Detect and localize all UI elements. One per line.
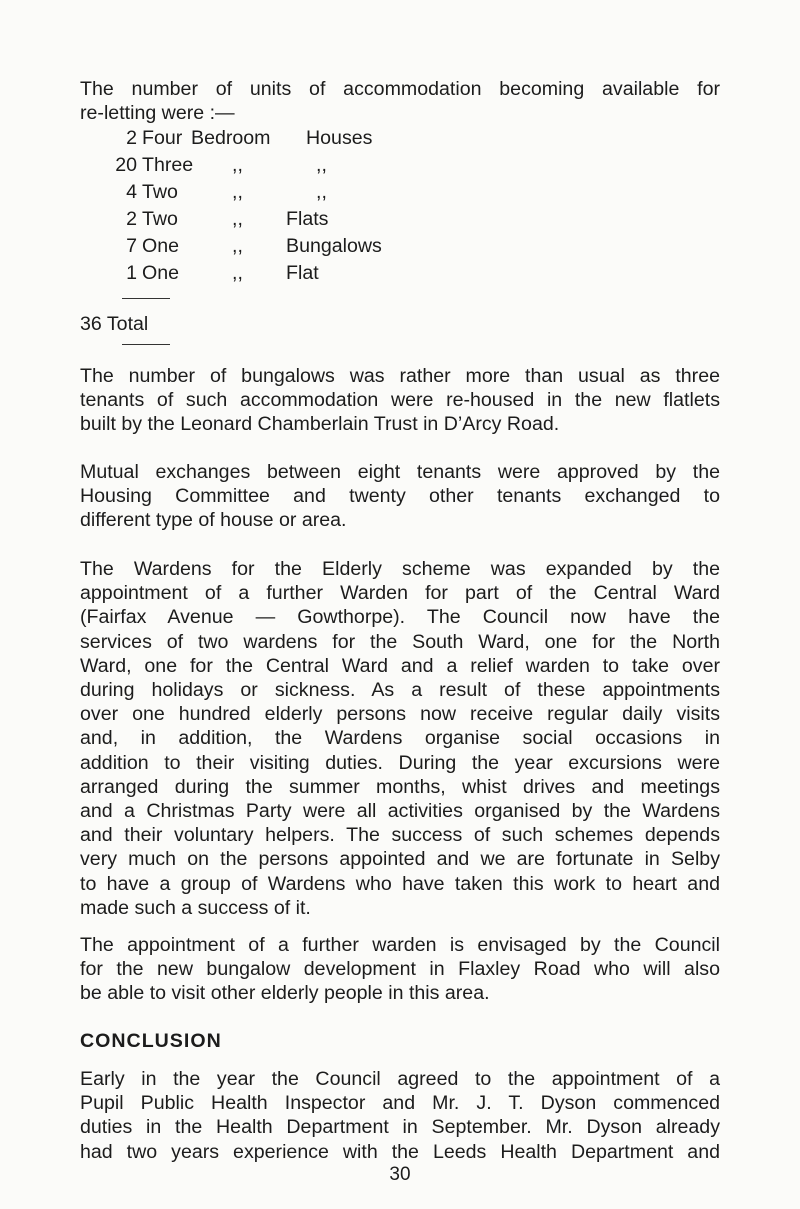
text-line: and, in addition, the Wardens organise social occasions in [80,727,720,750]
text-line: re-letting were :— [80,102,235,125]
text-line: The Wardens for the Elderly scheme was expanded by the [80,558,720,580]
bedroom-count: Three [142,154,194,176]
intro-paragraph [80,77,720,125]
section-heading: CONCLUSION [80,1030,222,1052]
text-line: to have a group of Wardens who have taken this work to heart and [80,872,720,895]
text-line: addition to their visiting duties. During the year excursions were [80,751,720,774]
text-line: be able to visit other elderly people in this area. [80,982,490,1005]
page-number: 30 [389,1164,411,1185]
text-line: (Fairfax Avenue — Gowthorpe). The Council now have the [80,606,720,629]
text-line: for the new bungalow development in Flaxley Road who will also [80,958,720,981]
text-line: appointment of a further Warden for part of the Central Ward [80,582,720,605]
dwelling-type: ,, [316,181,327,203]
text-line: during holidays or sickness. As a result of these appointments [80,679,720,702]
text-line: Ward, one for the Central Ward and a relief warden to take over [80,654,720,677]
text-line: arranged during the summer months, whist drives and meetings [80,775,720,798]
total-rule-top [122,298,170,299]
text-line: Housing Committee and twenty other tenants exchanged to [80,485,720,508]
text-line: Pupil Public Health Inspector and Mr. J. T. Dyson commenced [80,1092,720,1115]
text-line: made such a success of it. [80,896,311,919]
text-line: The appointment of a further warden is envisaged by the Council [80,934,720,956]
text-line: different type of house or area. [80,509,347,532]
text-line: tenants of such accommodation were re-housed in the new flatlets [80,389,720,412]
ditto-mark: ,, [232,181,243,203]
unit-count: 1 [126,262,137,284]
unit-count: 7 [126,235,137,257]
text-line: The number of units of accommodation becoming available for [80,78,720,100]
wardens-paragraph [80,557,720,920]
text-line: and a Christmas Party were all activities organised by the Wardens [80,800,720,823]
text-line: The number of bungalows was rather more than usual as three [80,365,720,387]
conclusion-paragraph [80,1067,720,1164]
ditto-mark: ,, [232,208,243,230]
unit-count: 4 [126,181,137,203]
ditto-mark: ,, [232,154,243,176]
text-line: very much on the persons appointed and we are fortunate in Selby [80,848,720,871]
exchanges-paragraph [80,460,720,533]
bedroom-count: Four [142,127,183,149]
dwelling-type: Flat [286,262,319,284]
further-warden-paragraph [80,933,720,1006]
text-line: and their voluntary helpers. The success of such schemes depends [80,824,720,847]
text-line: Mutual exchanges between eight tenants were approved by the [80,461,720,483]
ditto-mark: ,, [232,235,243,257]
text-line: over one hundred elderly persons now receive regular daily visits [80,703,720,726]
total-label: 36 Total [80,313,149,335]
bedroom-count: One [142,262,180,284]
bedroom-label: Bedroom [191,127,271,149]
bedroom-count: One [142,235,180,257]
unit-count: 20 [115,154,137,176]
text-line: built by the Leonard Chamberlain Trust in D’Arcy Road. [80,413,560,436]
text-line: Early in the year the Council agreed to the appointment of a [80,1068,720,1090]
text-line: duties in the Health Department in September. Mr. Dyson already [80,1116,720,1139]
dwelling-type: Bungalows [286,235,382,257]
dwelling-type: Flats [286,208,329,230]
bedroom-count: Two [142,181,178,203]
total-rule-bottom [122,344,170,345]
unit-count: 2 [126,208,137,230]
bedroom-count: Two [142,208,178,230]
bungalows-paragraph [80,364,720,437]
text-line: had two years experience with the Leeds Health Department and [80,1140,720,1163]
text-line: services of two wardens for the South Ward, one for the North [80,630,720,653]
dwelling-type: ,, [316,154,327,176]
dwelling-type: Houses [306,127,373,149]
unit-count: 2 [126,127,137,149]
ditto-mark: ,, [232,262,243,284]
